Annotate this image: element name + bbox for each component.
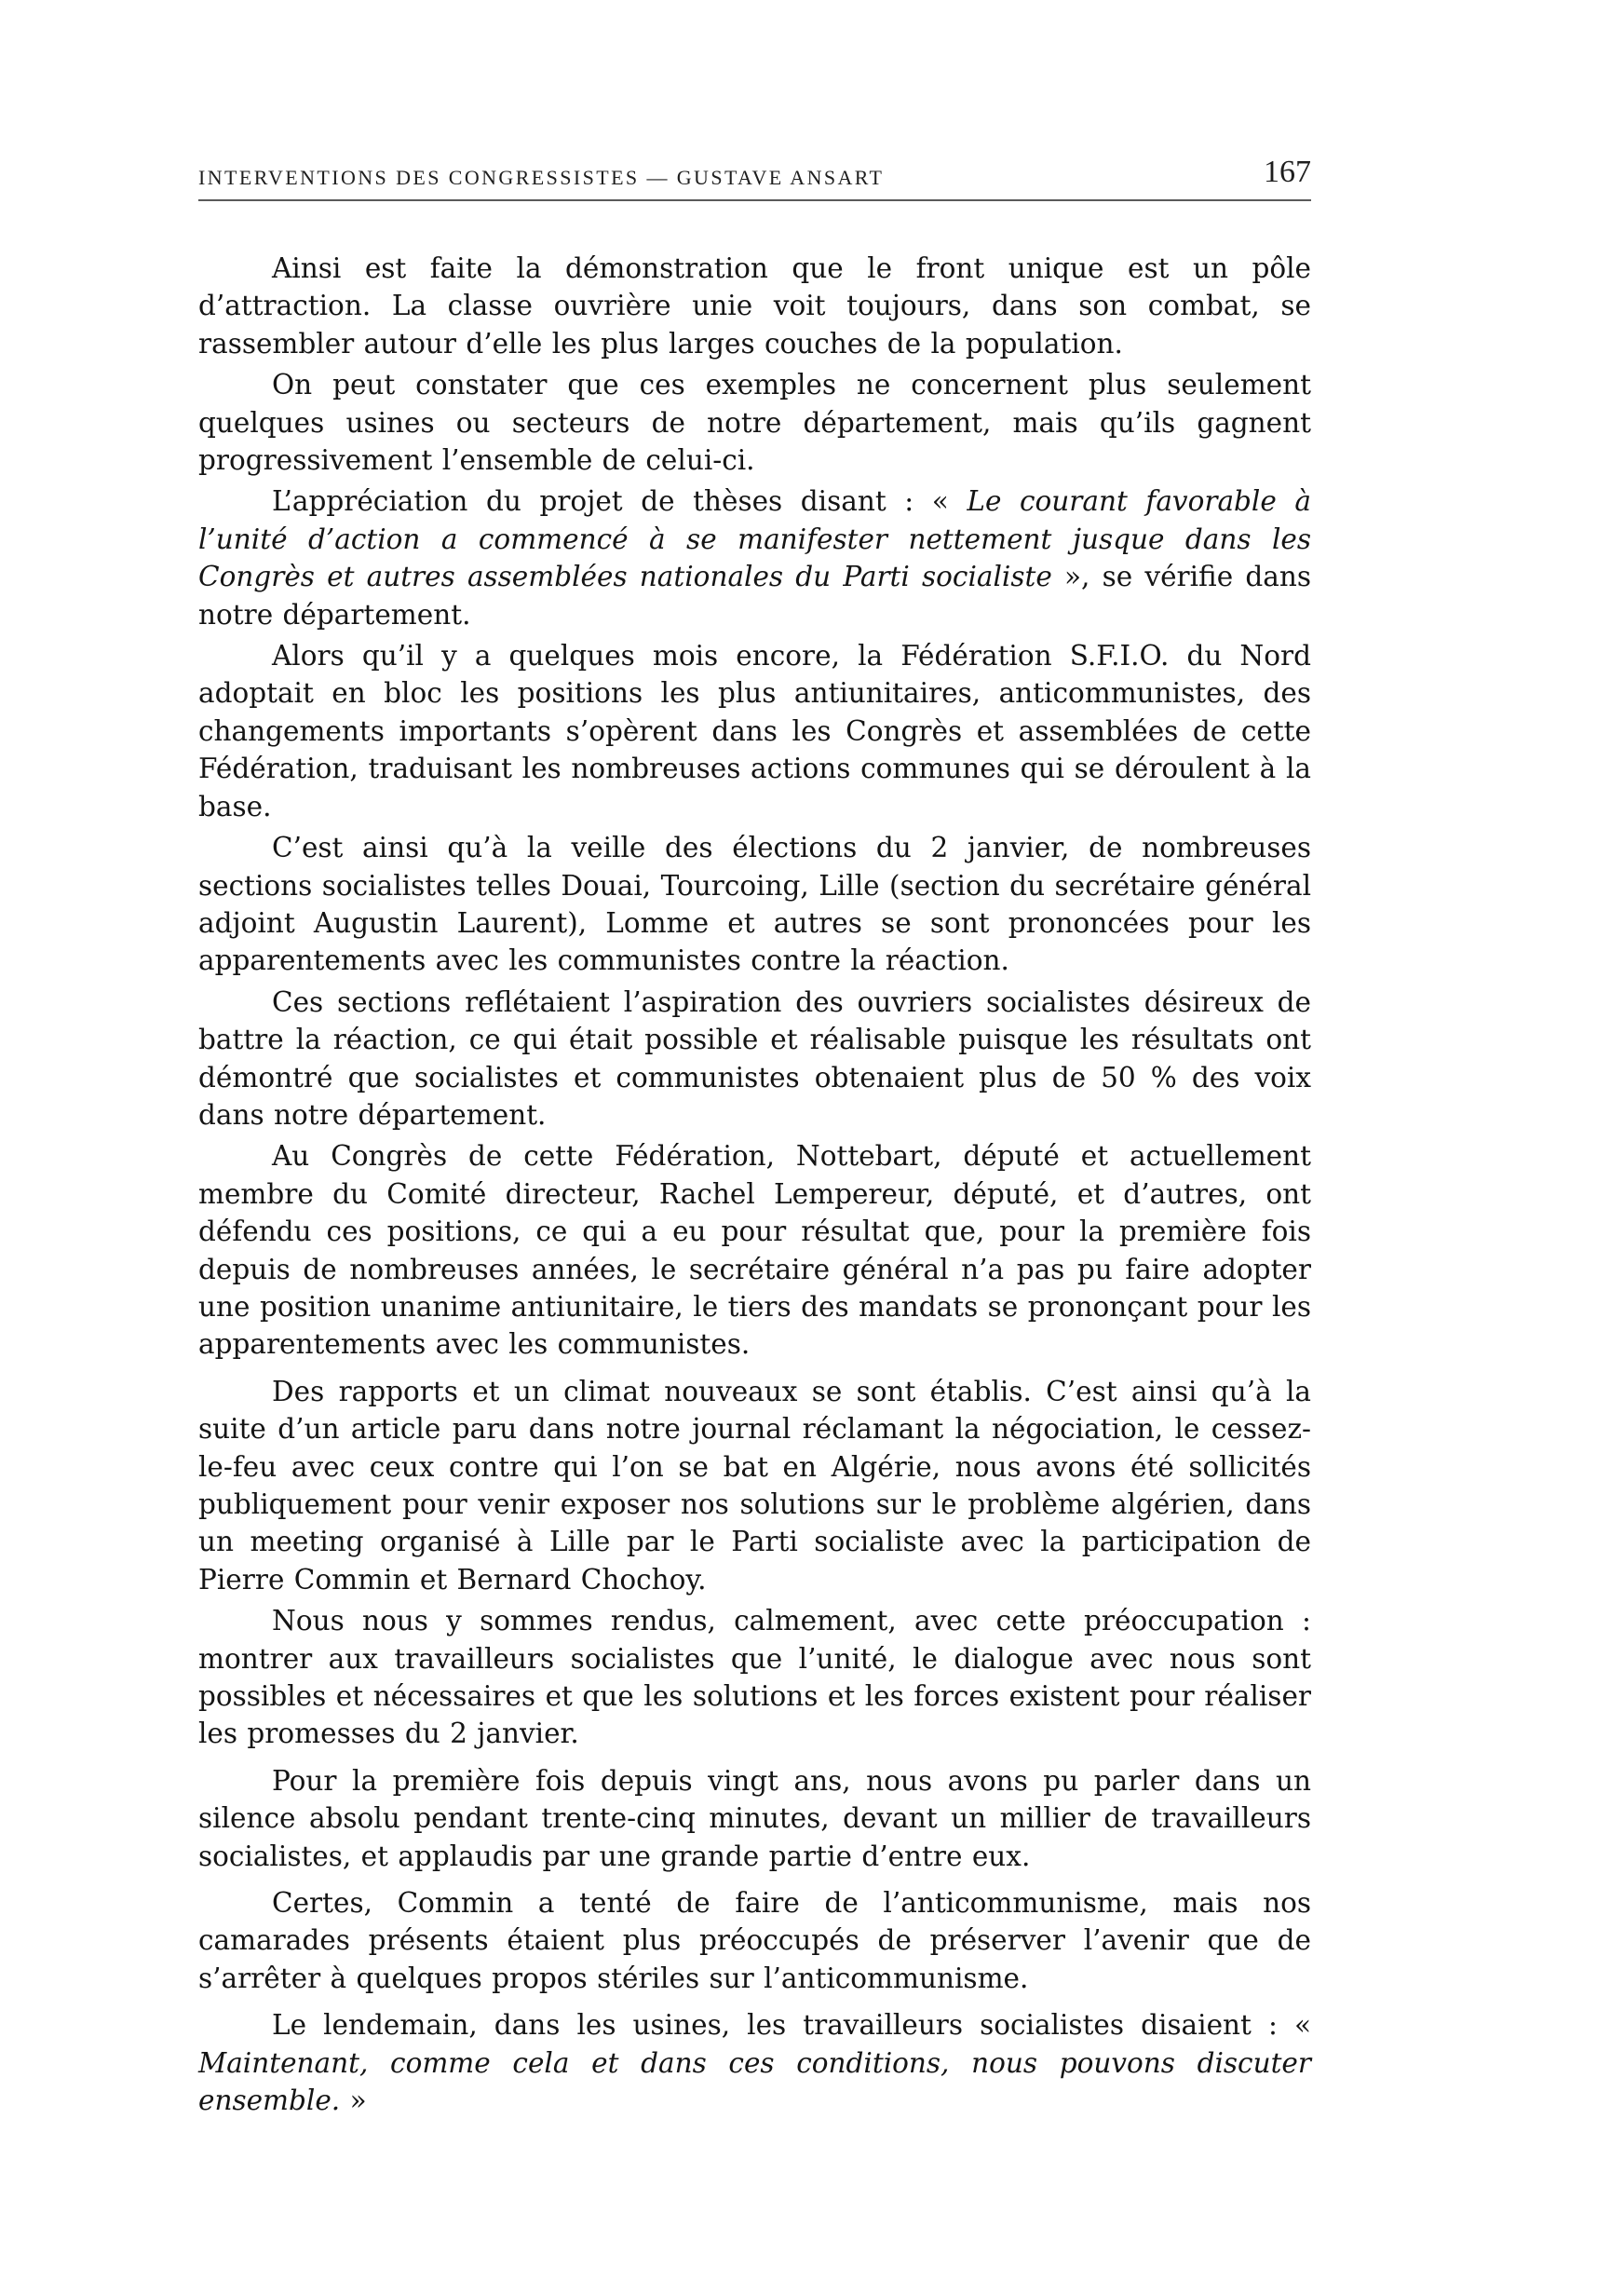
paragraph-12-quote: Maintenant, comme cela et dans ces conditions, nous pouvons discuter ensemble. — [198, 2046, 1311, 2117]
paragraph-11 — [198, 1884, 1311, 1997]
header-rule — [198, 199, 1311, 201]
page-number: 167 — [1264, 155, 1311, 189]
paragraph-3-tail: », se vérifie dans notre département. — [198, 561, 1311, 631]
paragraph-8-text: Des rapports et un climat nouveaux se sont établis. C’est ainsi qu’à la suite d’un article paru dans notre journal réclamant la négociation, le cessez-le-feu avec ceux contre qui l’on se bat en Algérie, nous avons été sollicités publiquement pour venir exposer nos solutions sur le problème algérien, dans un meeting organisé à Lille par le Parti socialiste avec la participation de Pierre Commin et Bernard Chochoy. — [198, 1375, 1311, 1596]
paragraph-1-text: Ainsi est faite la démonstration que le front unique est un pôle d’attraction. La classe ouvrière unie voit toujours, dans son combat, se rassembler autour d’elle les plus larges couches de la population. — [198, 252, 1311, 360]
paragraph-12-tail: » — [340, 2085, 367, 2117]
paragraph-3-lead: L’appréciation du projet de thèses disant : « — [272, 485, 968, 518]
paragraph-6-text: Ces sections reflétaient l’aspiration des ouvriers socialistes désireux de battre la réaction, ce qui était possible et réalisable puisque les résultats ont démontré que socialistes et communistes obtenaient plus de 50 % des voix dans notre département. — [198, 985, 1311, 1131]
paragraph-11-text: Certes, Commin a tenté de faire de l’anticommunisme, mais nos camarades présents étaient plus préoccupés de préserver l’avenir que de s’arrêter à quelques propos stériles sur l’anticommunisme. — [198, 1887, 1311, 1994]
paragraph-4-text: Alors qu’il y a quelques mois encore, la Fédération S.F.I.O. du Nord adoptait en bloc les positions les plus antiunitaires, anticommunistes, des changements importants s’opèrent dans les Congrès et assemblées de cette Fédération, traduisant les nombreuses actions communes qui se déroulent à la base. — [198, 640, 1311, 822]
paragraph-9-text: Nous nous y sommes rendus, calmement, avec cette préoccupation : montrer aux travailleurs socialistes que l’unité, le dialogue avec nous sont possibles et nécessaires et que les solutions et les forces existent pour réaliser les promesses du 2 janvier. — [198, 1605, 1311, 1750]
body-text — [198, 250, 1311, 2124]
paragraph-12 — [198, 2006, 1311, 2119]
paragraph-3 — [198, 482, 1311, 633]
paragraph-4 — [198, 637, 1311, 825]
paragraph-8 — [198, 1373, 1311, 1598]
paragraph-10-text: Pour la première fois depuis vingt ans, nous avons pu parler dans un silence absolu pendant trente-cinq minutes, devant un millier de travailleurs socialistes, et applaudis par une grande partie d’entre eux. — [198, 1764, 1311, 1872]
paragraph-9 — [198, 1602, 1311, 1753]
paragraph-12-lead: Le lendemain, dans les usines, les travailleurs socialistes disaient : « — [272, 2009, 1311, 2042]
paragraph-7 — [198, 1137, 1311, 1363]
paragraph-3-quote: Le courant favorable à l’unité d’action a commencé à se manifester nettement jusque dans les Congrès et autres assemblées nationales du Parti socialiste — [198, 485, 1311, 593]
paragraph-6 — [198, 984, 1311, 1134]
paragraph-1 — [198, 250, 1311, 362]
running-head: INTERVENTIONS DES CONGRESSISTES — GUSTAVE ANSART — [198, 166, 885, 189]
paragraph-5 — [198, 829, 1311, 980]
paragraph-10 — [198, 1762, 1311, 1875]
paragraph-5-text: C’est ainsi qu’à la veille des élections du 2 janvier, de nombreuses sections socialistes telles Douai, Tourcoing, Lille (section du secrétaire général adjoint Augustin Laurent), Lomme et autres se sont prononcées pour les apparentements avec les communistes contre la réaction. — [198, 832, 1311, 977]
paragraph-7-text: Au Congrès de cette Fédération, Nottebart, député et actuellement membre du Comité directeur, Rachel Lempereur, député, et d’autres, ont défendu ces positions, ce qui a eu pour résultat que, pour la première fois depuis de nombreuses années, le secrétaire général n’a pas pu faire adopter une position unanime antiunitaire, le tiers des mandats se prononçant pour les apparentements avec les communistes. — [198, 1140, 1311, 1361]
page-header — [198, 149, 1311, 196]
paragraph-2-text: On peut constater que ces exemples ne concernent plus seulement quelques usines ou secteurs de notre département, mais qu’ils gagnent progressivement l’ensemble de celui-ci. — [198, 369, 1311, 477]
paragraph-2 — [198, 366, 1311, 479]
